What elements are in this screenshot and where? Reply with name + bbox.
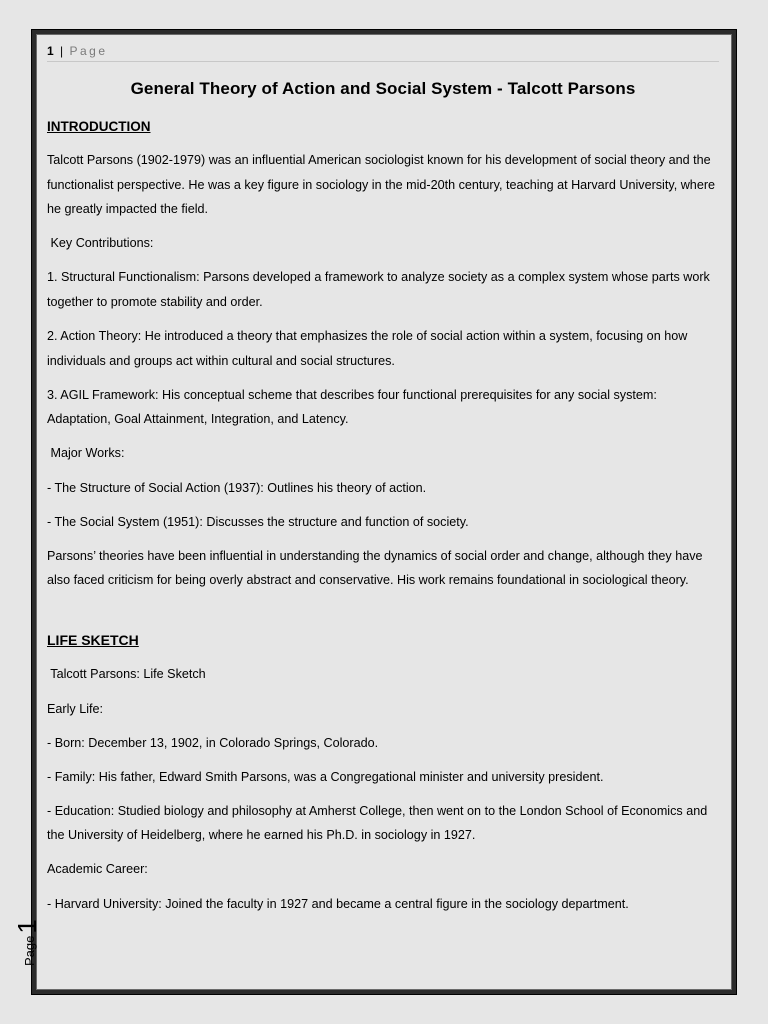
paragraph: Talcott Parsons: Life Sketch (47, 667, 206, 682)
document-title: General Theory of Action and Social System - Talcott Parsons (130, 79, 636, 98)
section-heading-life-sketch: LIFE SKETCH (47, 632, 139, 649)
paragraph: Major Works: (47, 446, 125, 461)
paragraph: - Born: December 13, 1902, in Colorado Springs, Colorado. (47, 735, 379, 750)
paragraph: - Family: His father, Edward Smith Parsons, was a Congregational minister and university president. (47, 769, 604, 784)
paragraph: Talcott Parsons (1902-1979) was an influential American sociologist known for his development of social theory and the functionalist perspective. He was a key figure in sociology in the mid-20th century, teaching at Harvard University, where he greatly impacted the field. (47, 153, 716, 217)
side-page-label (12, 919, 43, 966)
paragraph: Early Life: (47, 701, 103, 716)
paragraph: 2. Action Theory: He introduced a theory that emphasizes the role of social action within a system, focusing on how individuals and groups act within cultural and social structures. (47, 329, 688, 368)
section-gap (47, 602, 719, 632)
paragraph: 3. AGIL Framework: His conceptual scheme that describes four functional prerequisites for any social system: Adaptation, Goal Attainment, Integration, and Latency. (47, 387, 657, 427)
paragraph: Academic Career: (47, 862, 148, 877)
paragraph: Parsons’ theories have been influential in understanding the dynamics of social order and change, although they have also faced criticism for being overly abstract and conservative. His work remains foundational in sociological theory. (47, 548, 703, 588)
page-header (47, 43, 719, 62)
paragraph: - Harvard University: Joined the faculty in 1927 and became a central figure in the sociology department. (47, 896, 629, 911)
paragraph: 1. Structural Functionalism: Parsons developed a framework to analyze society as a complex system whose parts work together to promote stability and order. (47, 270, 710, 309)
section-heading-introduction: INTRODUCTION (47, 119, 151, 134)
header-page-number: 1 (47, 44, 54, 58)
paragraph: - Education: Studied biology and philosophy at Amherst College, then went on to the London School of Economics and the University of Heidelberg, where he earned his Ph.D. in sociology in 1927. (47, 803, 708, 843)
document-page (36, 34, 732, 990)
paragraph: - The Structure of Social Action (1937): Outlines his theory of action. (47, 480, 427, 495)
side-page-text: Page (22, 935, 37, 966)
document-body (47, 75, 719, 926)
header-page-label: Page (69, 44, 108, 58)
side-page-number: 1 (12, 919, 42, 934)
header-separator: | (60, 44, 64, 58)
paragraph: - The Social System (1951): Discusses the structure and function of society. (47, 514, 469, 529)
paragraph: Key Contributions: (47, 236, 154, 251)
page-frame (31, 29, 737, 995)
